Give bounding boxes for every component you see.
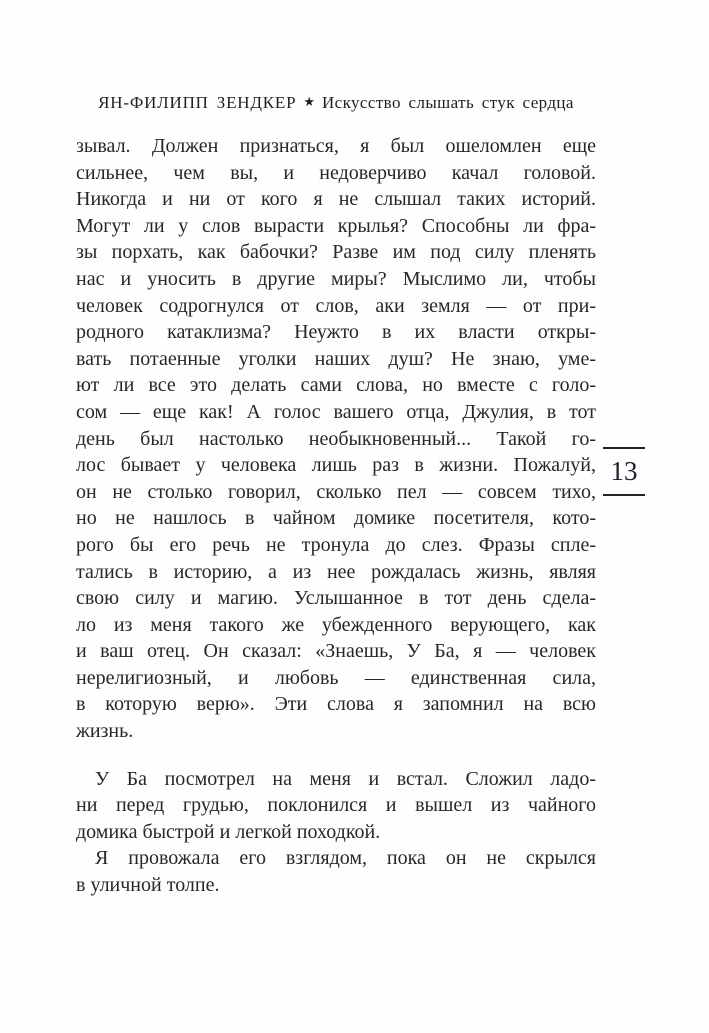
star-icon: ★ [303,94,315,109]
text-line: и ваш отец. Он сказал: «Знаешь, У Ба, я — человек [76,640,596,663]
text-line: сом — еще как! А голос вашего отца, Джулия, в тот [76,400,596,423]
paragraph [76,766,596,846]
text-line: домика быстрой и легкой походкой. [76,820,381,843]
text-line: человек содрогнулся от слов, аки земля — от при- [76,294,596,317]
text-line: но не нашлось в чайном домике посетителя, кото- [76,507,596,530]
text-line: день был настолько необыкновенный... Такой го- [76,427,596,450]
text-line: нерелигиозный, и любовь — единственная сила, [76,666,596,689]
text-line: рого бы его речь не тронула до слез. Фразы спле- [76,533,596,556]
text-line: в которую верю». Эти слова я запомнил на всю [76,693,596,716]
text-line: Могут ли у слов вырасти крылья? Способны ли фра- [76,214,596,237]
text-line: ют ли все это делать сами слова, но вместе с голо- [76,374,596,397]
text-line: вать потаенные уголки наших душ? Не знаю, уме- [76,347,596,370]
text-line: жизнь. [76,720,134,743]
text-line: лос бывает у человека лишь раз в жизни. Пожалуй, [76,454,596,477]
text-line: свою силу и магию. Услышанное в тот день сдела- [76,587,596,610]
text-line: Никогда и ни от кого я не слышал таких историй. [76,188,596,211]
header-author: ЯН-ФИЛИПП ЗЕНДКЕР [98,93,297,112]
running-header [76,91,596,114]
page-number: 13 [610,456,638,486]
paragraph [76,845,596,898]
text-line: У Ба посмотрел на меня и встал. Сложил ладо- [95,767,596,790]
text-line: Я провожала его взглядом, пока он не скрылся [95,847,596,870]
text-line: ни перед грудью, поклонился и вышел из чайного [76,794,596,817]
page-number-rule-bottom [603,494,645,496]
header-book-title: Искусство слышать стук сердца [321,93,574,112]
text-line: зывал. Должен признаться, я был ошеломлен еще [76,135,596,157]
body-text [76,133,596,899]
text-line: сильнее, чем вы, и недоверчиво качал головой. [76,161,596,184]
page-number-block [603,447,645,496]
paragraph [76,133,596,745]
text-line: тались в историю, а из нее рождалась жизнь, являя [76,560,596,583]
text-line: в уличной толпе. [76,874,220,897]
text-line: ло из меня такого же убежденного верующего, как [76,613,596,636]
text-line: родного катаклизма? Неужто в их власти откры- [76,321,596,344]
text-line: зы порхать, как бабочки? Разве им под силу пленять [76,241,596,264]
text-line: нас и уносить в другие миры? Мыслимо ли, чтобы [76,267,596,290]
text-line: он не столько говорил, сколько пел — совсем тихо, [76,480,596,503]
